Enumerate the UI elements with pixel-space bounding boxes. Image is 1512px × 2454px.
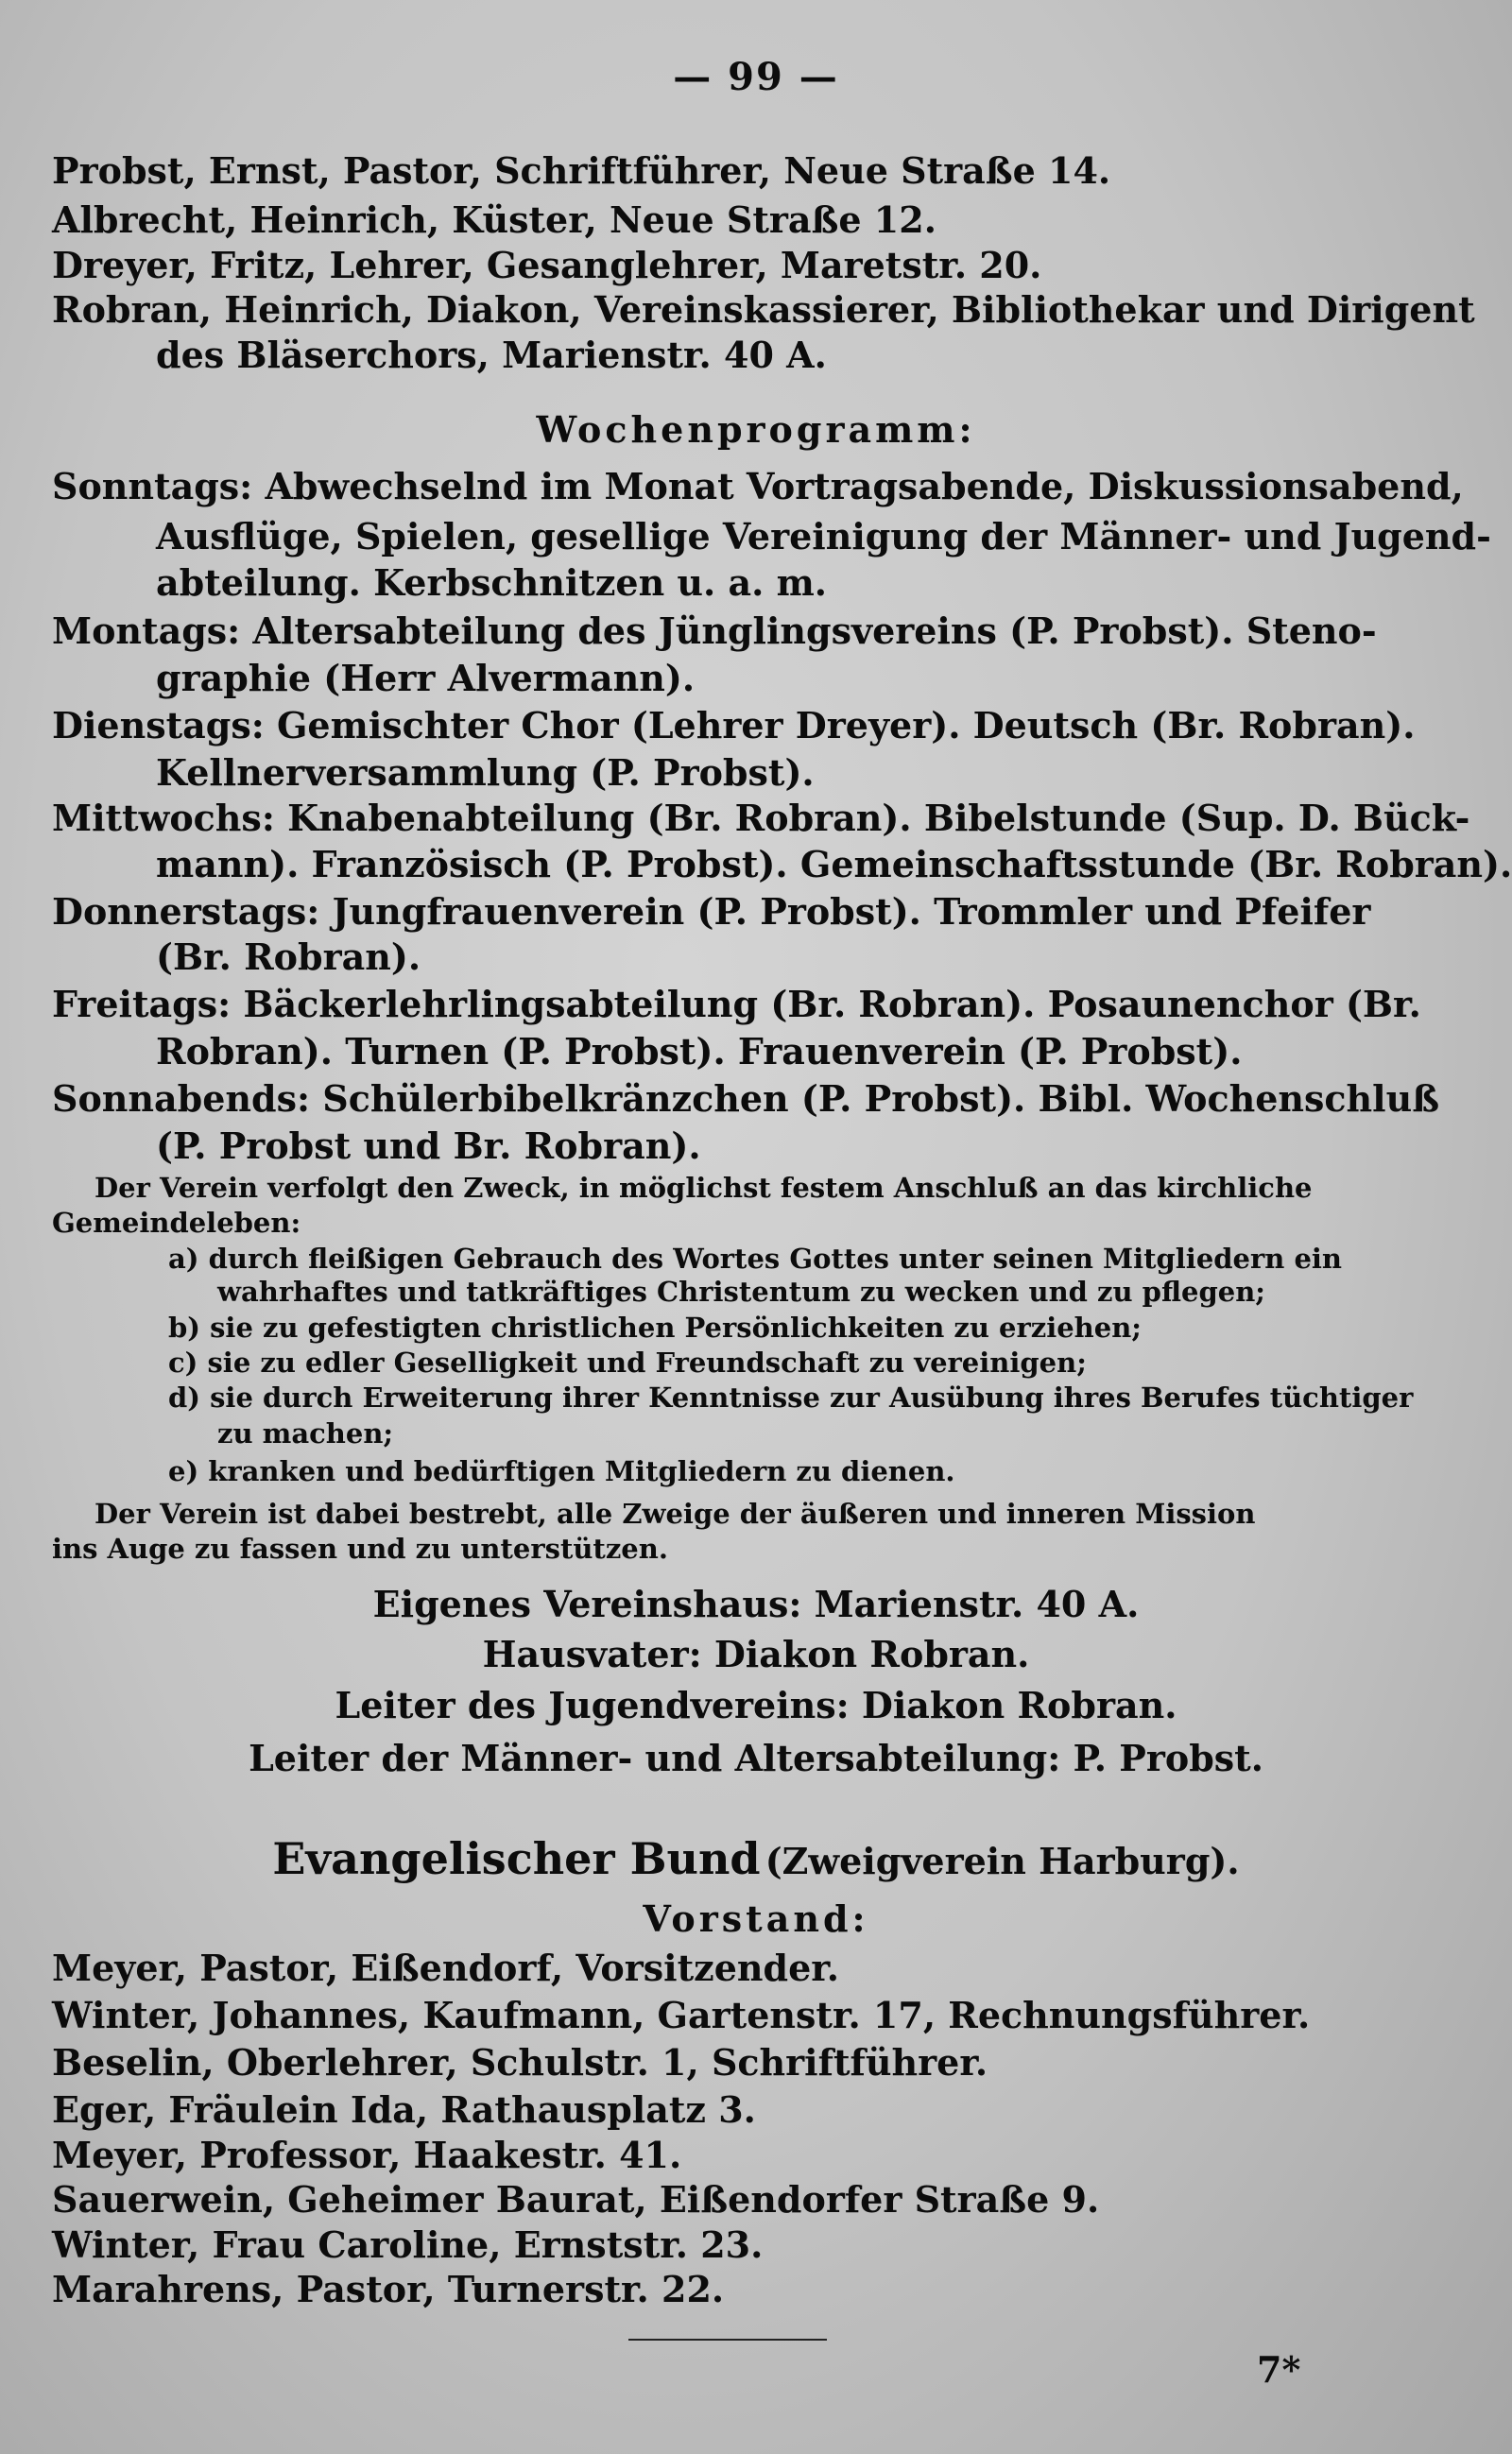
programm-line: abteilung. Kerbschnitzen u. a. m.: [156, 561, 828, 604]
programm-line: graphie (Herr Alvermann).: [156, 657, 696, 699]
bund-subtitle: (Zweigverein Harburg).: [765, 1840, 1240, 1882]
member-line: Albrecht, Heinrich, Küster, Neue Straße 12.: [52, 198, 936, 241]
purpose-line: wahrhaftes und tatkräftiges Christentum zu wecken und zu pflegen;: [217, 1276, 1266, 1308]
programm-line: mann). Französisch (P. Probst). Gemeinschaftsstunde (Br. Robran).: [156, 843, 1512, 885]
info-line: Eigenes Vereinshaus: Marienstr. 40 A.: [372, 1583, 1140, 1625]
bund-heading: [0, 1833, 1512, 1884]
programm-line: Dienstags: Gemischter Chor (Lehrer Dreyer). Deutsch (Br. Robran).: [52, 704, 1416, 746]
info-line: Leiter des Jugendvereins: Diakon Robran.: [335, 1684, 1177, 1726]
programm-line: Donnerstags: Jungfrauenverein (P. Probst). Trommler und Pfeifer: [52, 890, 1371, 933]
purpose-line: Der Verein ist dabei bestrebt, alle Zweige der äußeren und inneren Mission: [94, 1498, 1256, 1530]
signature-mark: 7*: [1257, 2348, 1301, 2391]
purpose-line: c) sie zu edler Geselligkeit und Freundschaft zu vereinigen;: [168, 1347, 1087, 1379]
vorstand-line: Eger, Fräulein Ida, Rathausplatz 3.: [52, 2088, 756, 2131]
vorstand-line: Winter, Johannes, Kaufmann, Gartenstr. 17, Rechnungsführer.: [52, 1994, 1311, 2036]
programm-line: Kellnerversammlung (P. Probst).: [156, 751, 815, 794]
purpose-line: ins Auge zu fassen und zu unterstützen.: [52, 1533, 668, 1565]
bund-title: Evangelischer Bund: [272, 1833, 761, 1884]
info-line: Leiter der Männer- und Altersabteilung: P. Probst.: [249, 1737, 1263, 1779]
programm-line: Sonnabends: Schülerbibelkränzchen (P. Probst). Bibl. Wochenschluß: [52, 1077, 1440, 1120]
programm-line: Robran). Turnen (P. Probst). Frauenverein (P. Probst).: [156, 1030, 1243, 1073]
programm-heading: Wochenprogramm:: [536, 408, 976, 451]
programm-line: Montags: Altersabteilung des Jünglingsvereins (P. Probst). Steno-: [52, 609, 1377, 652]
purpose-line: e) kranken und bedürftigen Mitgliedern zu dienen.: [168, 1455, 955, 1487]
vorstand-line: Marahrens, Pastor, Turnerstr. 22.: [52, 2268, 725, 2310]
member-line: des Bläserchors, Marienstr. 40 A.: [156, 334, 827, 376]
info-line: Hausvater: Diakon Robran.: [482, 1633, 1030, 1675]
programm-line: Mittwochs: Knabenabteilung (Br. Robran). Bibelstunde (Sup. D. Bück-: [52, 797, 1470, 839]
vorstand-line: Sauerwein, Geheimer Baurat, Eißendorfer Straße 9.: [52, 2178, 1100, 2221]
member-line: Probst, Ernst, Pastor, Schriftführer, Neue Straße 14.: [52, 149, 1111, 192]
purpose-line: Der Verein verfolgt den Zweck, in möglichst festem Anschluß an das kirchliche: [94, 1172, 1313, 1204]
programm-line: (P. Probst und Br. Robran).: [156, 1124, 701, 1167]
vorstand-line: Winter, Frau Caroline, Ernststr. 23.: [52, 2223, 764, 2266]
vorstand-line: Meyer, Pastor, Eißendorf, Vorsitzender.: [52, 1947, 840, 1989]
purpose-line: a) durch fleißigen Gebrauch des Wortes Gottes unter seinen Mitgliedern ein: [168, 1243, 1343, 1275]
purpose-line: d) sie durch Erweiterung ihrer Kenntnisse zur Ausübung ihres Berufes tüchtiger: [168, 1381, 1414, 1414]
page-number: — 99 —: [673, 55, 839, 99]
vorstand-heading: Vorstand:: [643, 1897, 869, 1940]
programm-line: (Br. Robran).: [156, 935, 421, 978]
purpose-line: Gemeindeleben:: [52, 1207, 301, 1239]
programm-line: Sonntags: Abwechselnd im Monat Vortragsabende, Diskussionsabend,: [52, 465, 1464, 507]
programm-line: Ausflüge, Spielen, gesellige Vereinigung der Männer- und Jugend-: [156, 515, 1491, 558]
section-rule: [628, 2339, 827, 2341]
programm-line: Freitags: Bäckerlehrlingsabteilung (Br. Robran). Posaunenchor (Br.: [52, 983, 1421, 1025]
vorstand-line: Meyer, Professor, Haakestr. 41.: [52, 2134, 682, 2176]
purpose-line: b) sie zu gefestigten christlichen Persönlichkeiten zu erziehen;: [168, 1312, 1143, 1344]
vorstand-line: Beselin, Oberlehrer, Schulstr. 1, Schriftführer.: [52, 2041, 988, 2084]
member-line: Dreyer, Fritz, Lehrer, Gesanglehrer, Maretstr. 20.: [52, 244, 1042, 286]
purpose-line: zu machen;: [217, 1417, 394, 1450]
member-line: Robran, Heinrich, Diakon, Vereinskassierer, Bibliothekar und Dirigent: [52, 288, 1475, 331]
